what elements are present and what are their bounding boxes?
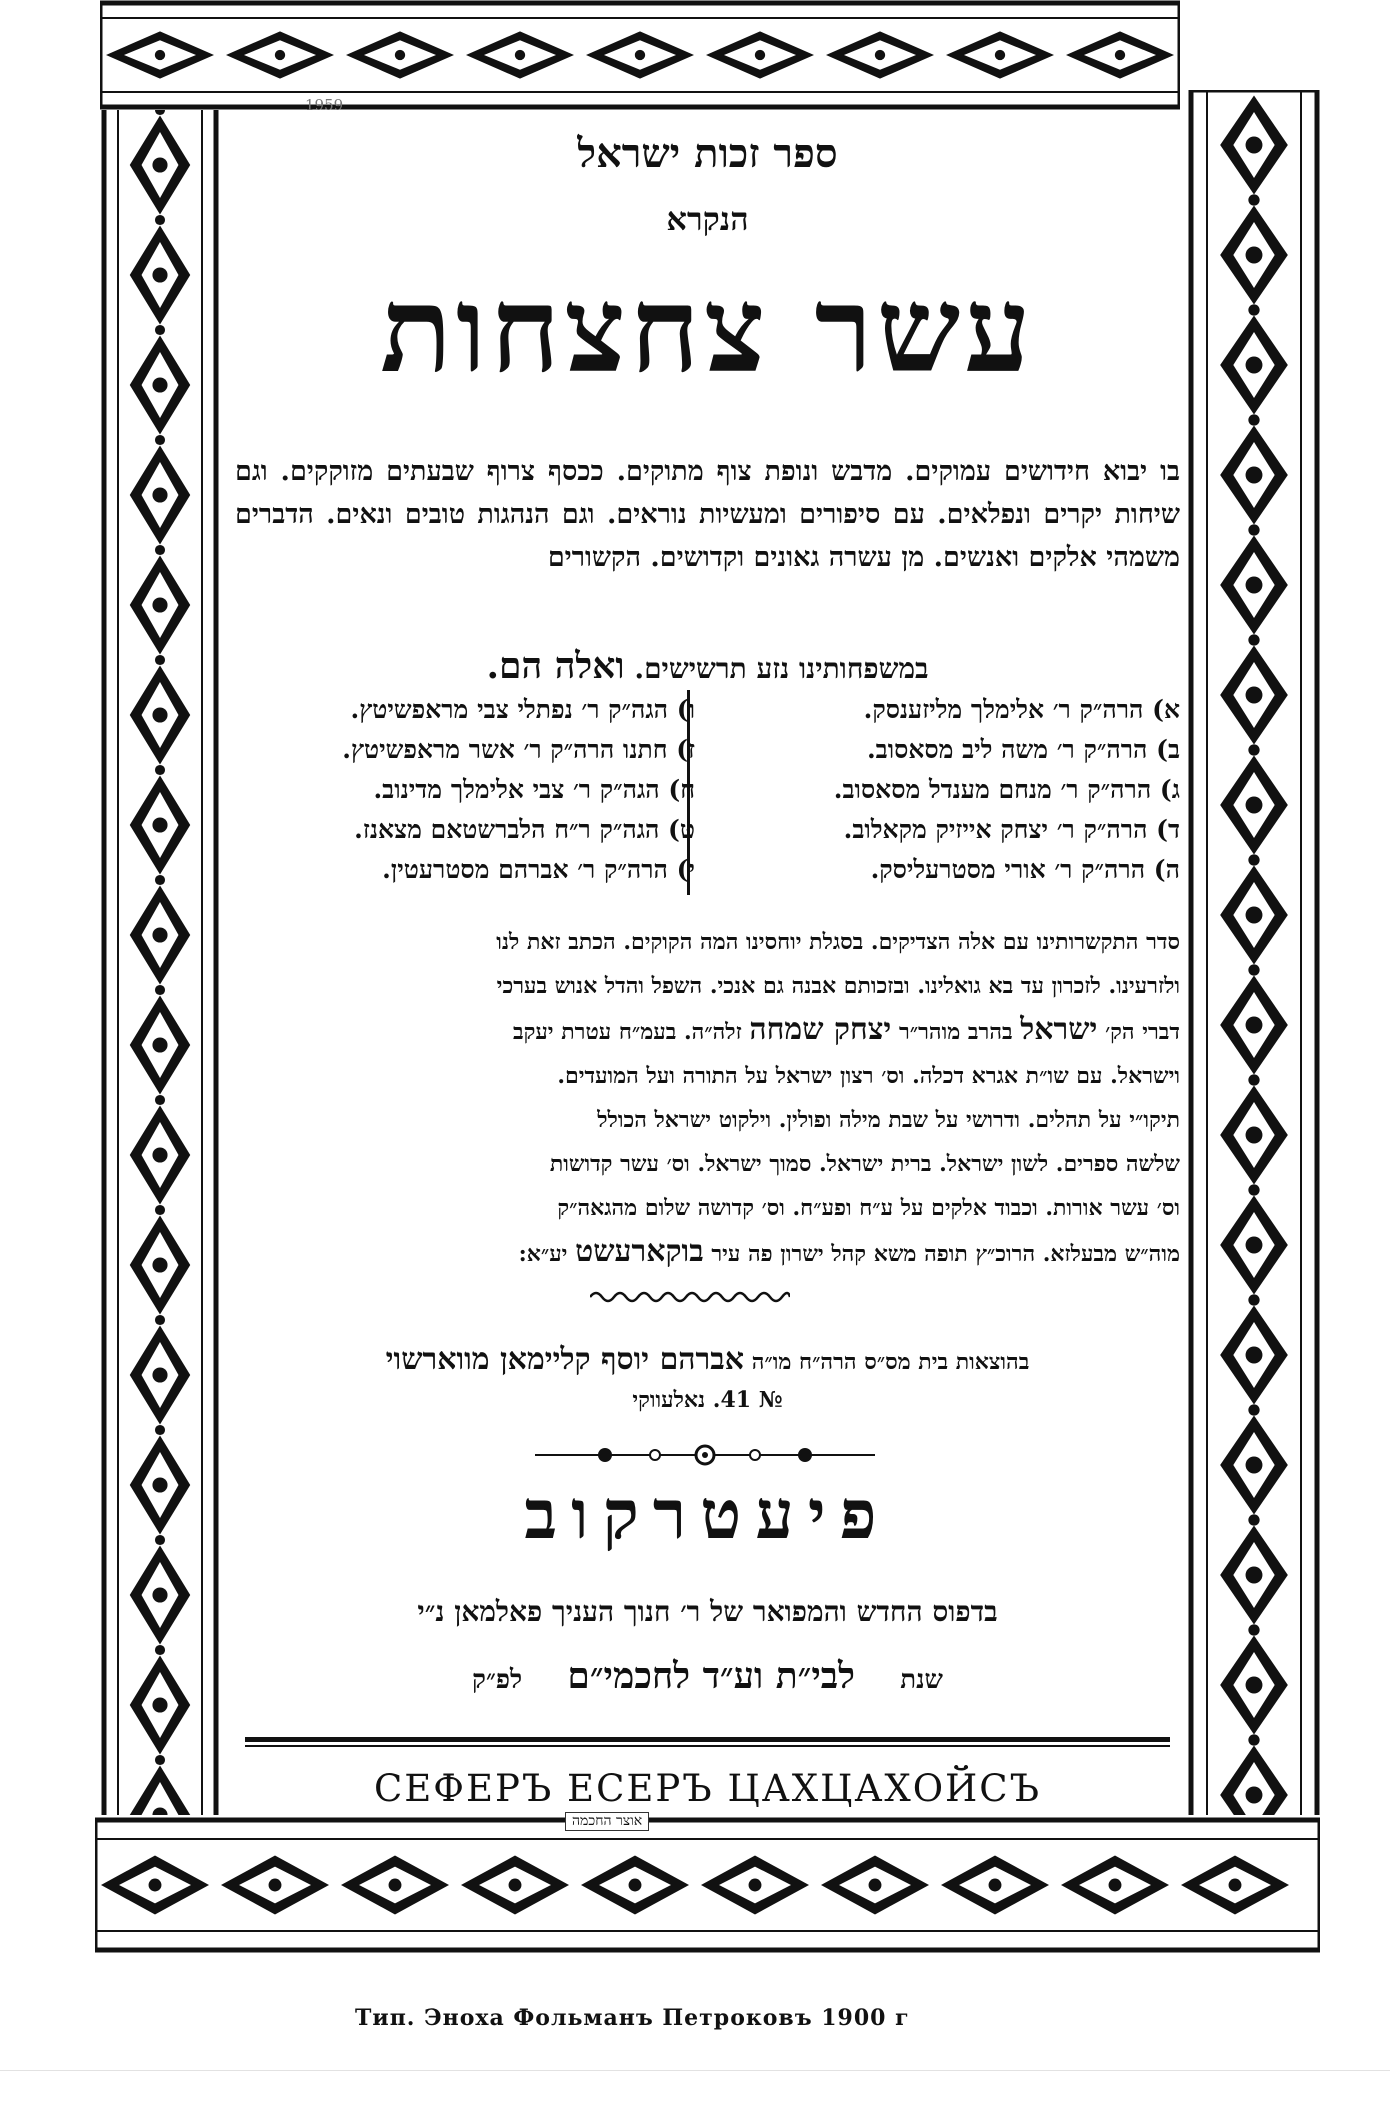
ornament-border-right [1185, 90, 1325, 1955]
body-line [235, 1008, 1180, 1054]
printer-footer: Тип. Эноха Фольманъ Петроковъ 1900 г [355, 2005, 910, 2031]
library-stamp: אוצר החכמה [565, 1812, 649, 1831]
wave-divider [590, 1287, 790, 1307]
ornament-border-top [100, 0, 1180, 110]
body-line: וס׳ עשר אורות. וכבוד אלקים על ע״ח ופע״ח. וס׳ קדושה שלום מהגאה״ק [557, 1195, 1180, 1221]
intro-closing [235, 645, 1180, 687]
publisher-name: אברהם יוסף קליימאן מווארשוי [385, 1342, 745, 1377]
list-item: ד) הרה״ק ר׳ יצחק אייזיק מקאלוב. [843, 815, 1180, 844]
publication-year [235, 1655, 1180, 1697]
city-name: בוקארעשט [575, 1234, 704, 1269]
year-chronogram: לבי״ת וע״ד לחכמי״ם [567, 1655, 855, 1697]
body-text: בהרב מוהר״ר [898, 1019, 1013, 1045]
body-text: דברי הק׳ [1105, 1019, 1180, 1045]
intro-closing-big: ואלה הם. [486, 645, 625, 687]
title-text-area [235, 115, 1180, 1810]
publisher-prefix: בהוצאות בית מס״ס הרה״ח מו״ה [751, 1349, 1030, 1375]
list-item: ג) הרה״ק ר׳ מנחם מענדל מסאסוב. [833, 775, 1180, 804]
list-item: ו) הגה״ק ר׳ נפתלי צבי מראפשיטץ. [350, 695, 695, 724]
list-item: י) הרה״ק ר׳ אברהם מסטרעטין. [382, 855, 695, 884]
intro-closing-small: במשפחותינו נזע תרשישים. [634, 652, 929, 685]
printing-press: בדפוס החדש והמפואר של ר׳ חנוך העניך פאלמאן נ״י [417, 1595, 998, 1628]
book-series-line: ספר זכות ישראל [577, 130, 838, 177]
year-abbr: לפ״ק [472, 1665, 523, 1695]
ornament-border-bottom [95, 1815, 1320, 1955]
scan-mark: 1959 [305, 96, 344, 114]
divider-rule [245, 1737, 1170, 1742]
intro-paragraph: בו יבוא חידושים עמוקים. מדבש ונופת צוף מתוקים. ככסף צרוף שבעתים מזוקקים. וגם שיחות יקרים ונפלאים. עם סיפורים ומעשיות נוראים. וגם הנהגות טובים ונאים. הדברים משמהי אלקים ואנשים. מן עשרה גאונים וקדושים. הקשורים [235, 456, 1180, 573]
body-line: וישראל. עם שו״ת אגרא דכלה. וס׳ רצון ישראל על התורה ועל המועדים. [557, 1063, 1180, 1089]
russian-title: СЕФЕРЪ ЕСЕРЪ ЦАХЦАХОЙСЪ [373, 1767, 1042, 1810]
body-line: ולזרעינו. לזכרון עד בא גואלינו. ובזכותם אבנה גם אנכי. השפל והדל אנוש בערכי [496, 973, 1180, 999]
ornament-border-left [100, 0, 220, 1955]
body-text: מוה״ש מבעלזא. הרוכ״ץ תופה משא קהל ישרון פה עיר [711, 1241, 1180, 1267]
publisher-line [235, 1342, 1180, 1377]
called-line: הנקרא [666, 200, 749, 238]
rabbis-column-left [235, 690, 695, 890]
body-text: יע״א: [518, 1241, 568, 1267]
list-item: ה) הרה״ק ר׳ אורי מסטרעליסק. [870, 855, 1180, 884]
author-name: יצחק שמחה [749, 1012, 892, 1047]
list-item: ח) הגה״ק ר׳ צבי אלימלך מדינוב. [373, 775, 695, 804]
list-item: ז) חתנו הרה״ק ר׳ אשר מראפשיטץ. [342, 735, 695, 764]
body-line: סדר התקשרותינו עם אלה הצדיקים. בסגלת יוחסינו המה הקוקים. הכתב זאת לנו [496, 929, 1180, 955]
body-line: שלשה ספרים. לשון ישראל. ברית ישראל. סמוך ישראל. וס׳ עשר קדושות [549, 1151, 1180, 1177]
body-line: תיקו״י על תהלים. ודרושי על שבת מילה ופולין. וילקוט ישראל הכולל [597, 1107, 1180, 1133]
list-item: ט) הגה״ק ר״ח הלברשטאם מצאנז. [354, 815, 695, 844]
year-word: שנת [900, 1665, 943, 1695]
ornament-divider [535, 1440, 875, 1470]
body-line [235, 1230, 1180, 1276]
page-edge-line [0, 2070, 1390, 2071]
body-text: זלה״ה. בעמ״ח עטרת יעקב [512, 1019, 742, 1045]
rabbis-list [235, 690, 1180, 890]
city-name: פיעטרקוב [524, 1475, 891, 1555]
author-name: ישראל [1020, 1012, 1098, 1047]
list-item: א) הרה״ק ר׳ אלימלך מליזענסק. [863, 695, 1180, 724]
body-paragraph [235, 920, 1180, 1276]
list-item: ב) הרה״ק ר׳ משה ליב מסאסוב. [866, 735, 1180, 764]
book-title: עשר צחצחות [380, 260, 1035, 399]
divider-rule-thin [245, 1745, 1170, 1747]
publisher-address: № 41. נאלעווקי [632, 1387, 783, 1413]
rabbis-column-right [720, 690, 1180, 890]
